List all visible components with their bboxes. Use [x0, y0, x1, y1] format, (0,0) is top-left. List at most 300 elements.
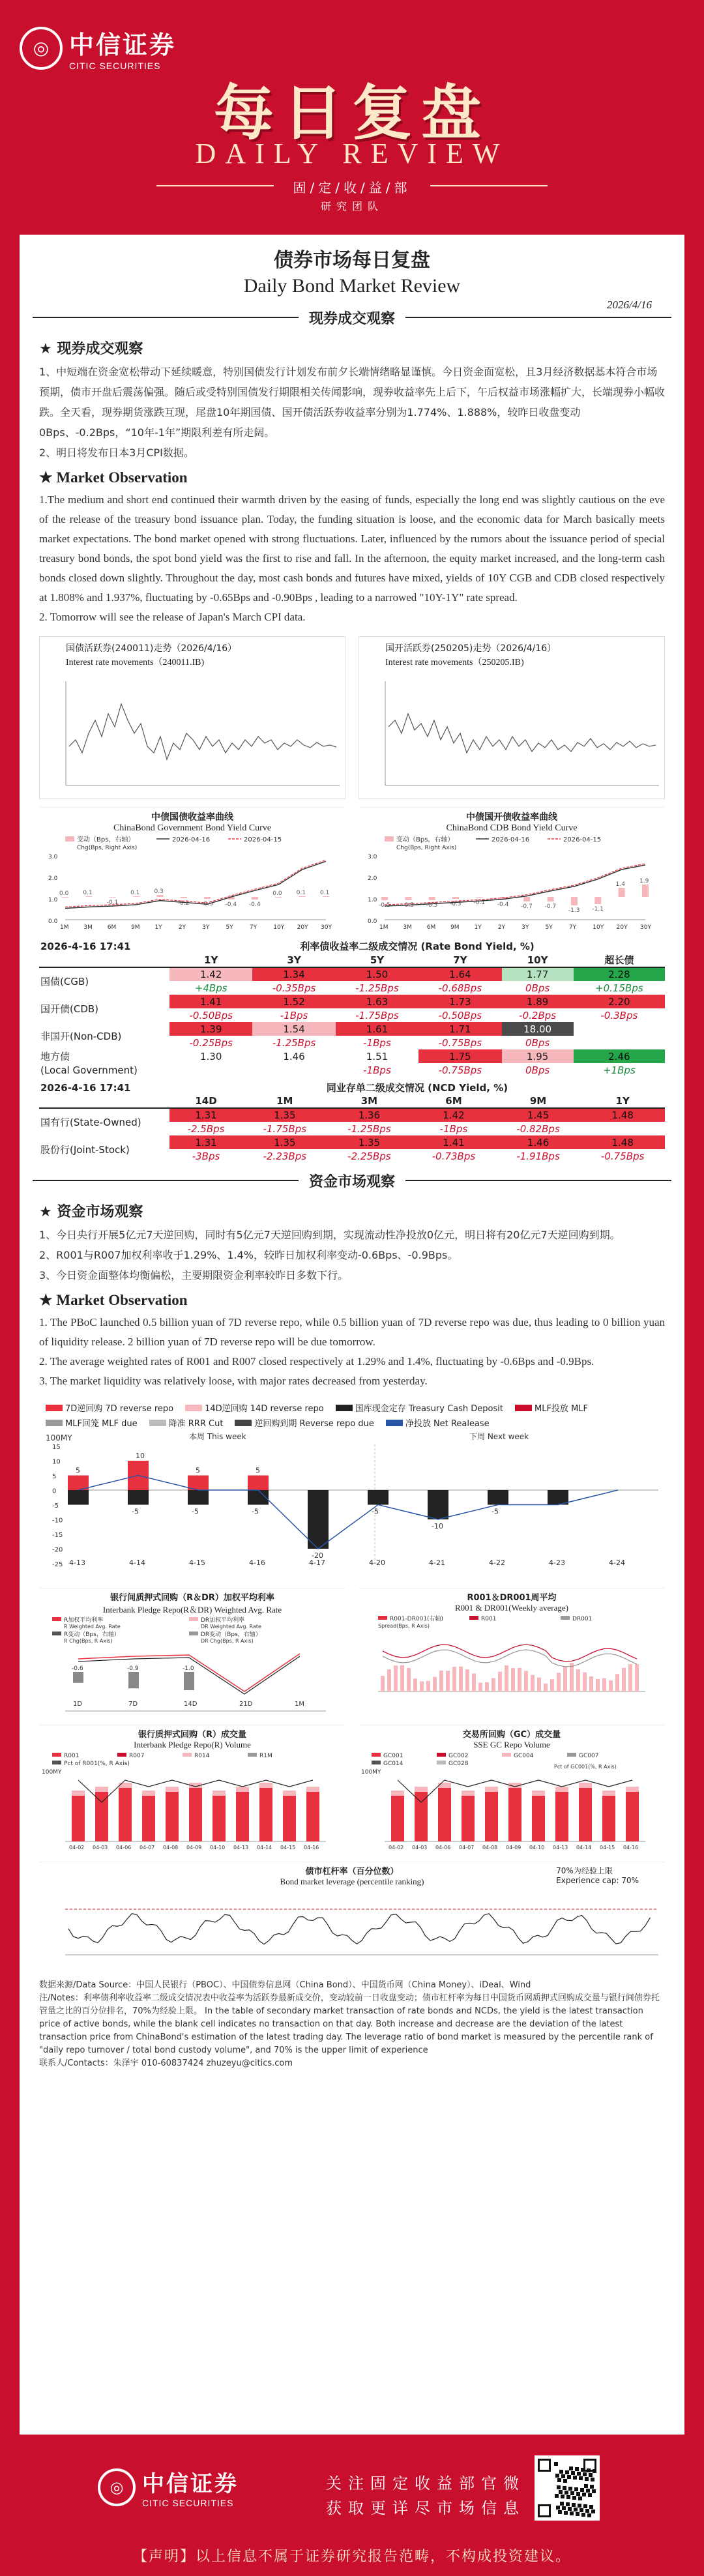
legend-label: 14D逆回购 14D reverse repo — [205, 1404, 324, 1414]
legend-item — [149, 1416, 224, 1429]
header-banner — [0, 0, 704, 222]
spot-para-1-en: 1.The medium and short end continued their warmth driven by the easing of funds, especially the long end was slightly cautious on the eve of the release of the treasury bond issuance plan. Today, the funding situation is loose, and the economic data for March basically meets market expectations. The bond market opened with strong fluctuations. Later, influenced by the rumors about the issuance period of special treasury bond bonds, the spot bond yield was the first to rise and fall. In the afternoon, the equity market increased, and the long-term cash bonds closed down slightly. Throughout the day, most cash bonds and futures have mixed, yields of 10Y CGB and CDB closed respectively at 1.808% and 1.937%, fluctuating by -0.65Bps and -0.90Bps , leading to a narrowed "10Y-1Y" rate spread. — [39, 493, 665, 604]
spread-bar — [576, 1669, 580, 1691]
volume-bar-top — [579, 1783, 592, 1788]
repo-rate-chart — [39, 1588, 345, 1718]
net-line — [78, 1476, 618, 1549]
legend-swatch — [469, 1616, 478, 1620]
column-header: 10Y — [502, 953, 574, 967]
volume-bar-top — [283, 1791, 296, 1796]
table-row — [39, 995, 665, 1008]
qr-module — [556, 2506, 560, 2510]
change-cell: -1Bps — [280, 1009, 308, 1021]
data-label: 5 — [256, 1466, 260, 1475]
spread-bar — [485, 1682, 489, 1691]
curve-line — [65, 861, 326, 908]
curve-title: 中债国开债收益率曲线 — [466, 812, 557, 823]
banner-title: 每日复盘 — [213, 78, 490, 148]
qr-module — [573, 2476, 577, 2480]
tick-label: 5Y — [545, 924, 553, 931]
yield-cell: 1.54 — [252, 1022, 335, 1036]
tick-label: 6M — [426, 924, 436, 931]
chg-bar — [323, 896, 329, 897]
axis-unit: 100MY — [42, 1769, 62, 1776]
volume-bar — [142, 1796, 155, 1841]
legend-label: GC028 — [448, 1761, 469, 1767]
change-cell: -1Bps — [439, 1122, 468, 1135]
gc-volume-chart — [359, 1725, 665, 1855]
cgb-intraday-chart — [39, 636, 345, 799]
spread-bar — [557, 1673, 561, 1691]
legend-swatch — [336, 1405, 353, 1411]
row-label: 非国开(Non-CDB) — [40, 1030, 122, 1042]
leverage-line — [68, 1914, 651, 1944]
qr-module — [565, 2491, 568, 2495]
tick-label: 7Y — [249, 924, 257, 931]
volume-bar-top — [213, 1791, 226, 1796]
spread-bar — [426, 1681, 430, 1691]
curve-line-prev — [385, 864, 645, 905]
volume-bar-top — [555, 1787, 568, 1792]
yield-cell: 1.35 — [327, 1135, 412, 1149]
section-bar-spot — [33, 308, 671, 327]
change-cell: -1Bps — [363, 1064, 391, 1076]
qr-module — [587, 2468, 591, 2472]
data-label: -0.5 — [426, 902, 438, 909]
doc-title: 债券市场每日复盘 — [274, 249, 430, 272]
change-cell: 0Bps — [525, 1064, 550, 1076]
axis-label: -5 — [52, 1502, 59, 1510]
notes-text: 注/Notes：利率债利率收益率二级成交情况表中收益率为活跃券最新成交价，变动较前一日收盘变动；债市杠杆率为每日中国货币网质押式回购成交量与银行间债券托管量之比的百分位排名，70%为经验上限。 In the table of secondary market transaction of rate bonds and NCDs, the yield is the latest transaction price of active bonds, while the blank cell indicates no transaction on that day. Both increase and decrease are the deviation of the latest transaction price from ChinaBond's estimation of the latest trading day. The leverage ratio of bond market is measured by the percentile rank of "daily repo turnover / total bond custody volume", and 70% is the upper limit of experience — [39, 1993, 660, 2055]
tick-label: 1D — [73, 1701, 83, 1708]
qr-module — [562, 2506, 566, 2510]
spread-bar — [465, 1669, 469, 1691]
qr-module — [574, 2508, 578, 2511]
tick-label: 10Y — [273, 924, 285, 931]
tick-label: 04-07 — [139, 1845, 155, 1851]
tick-label: 4-17 — [309, 1559, 325, 1567]
mini-title-en: Bond market leverage (percentile ranking) — [280, 1877, 424, 1886]
legend-label: GC002 — [448, 1753, 469, 1759]
volume-bar — [462, 1796, 475, 1841]
curve-title: 中债国债收益率曲线 — [151, 812, 233, 823]
change-cell — [574, 1036, 665, 1049]
qr-module — [558, 2510, 562, 2514]
volume-bar — [119, 1788, 132, 1841]
axis-unit: 100MY — [46, 1433, 72, 1442]
section-label: 现券成交观察 — [309, 310, 396, 327]
yield-cell: 1.89 — [502, 995, 574, 1008]
tick-label: 14D — [184, 1701, 198, 1708]
volume-bar — [259, 1788, 272, 1841]
footer-slogan — [326, 2471, 525, 2521]
leverage-note-en: Experience cap: 70% — [556, 1876, 639, 1885]
change-cell — [252, 1063, 335, 1077]
tick-label: 04-10 — [210, 1845, 226, 1851]
change-cell: -3Bps — [192, 1150, 220, 1162]
volume-bar-top — [236, 1787, 249, 1792]
maturity-bar — [128, 1490, 149, 1505]
chg-bar — [548, 897, 554, 901]
legend-swatch — [52, 1761, 61, 1764]
mini-title: 交易所回购（GC）成交量 — [462, 1730, 561, 1740]
legend-label: 变动（Bps，右轴） — [396, 836, 454, 843]
spot-heading-en: ★ Market Observation — [39, 469, 188, 486]
change-cell: -0.82Bps — [516, 1122, 560, 1135]
qr-module — [557, 2478, 561, 2482]
curve-legend — [65, 835, 282, 851]
data-label: 0.1 — [130, 890, 140, 896]
legend-swatch — [183, 1753, 192, 1757]
qr-module — [586, 2489, 590, 2493]
data-label: -1.1 — [592, 906, 604, 913]
legend-label: Spread(Bps, R Axis) — [378, 1623, 430, 1629]
volume-bar — [485, 1792, 498, 1841]
change-cell: -1.25Bps — [272, 1036, 316, 1049]
legend-label: R001 — [64, 1753, 80, 1759]
yield-cell: 1.30 — [199, 1050, 222, 1062]
axis-label: 10 — [52, 1458, 61, 1466]
column-header: 7Y — [418, 953, 501, 967]
spread-bar — [635, 1664, 639, 1691]
volume-bar — [166, 1792, 179, 1841]
repo-volume-chart — [39, 1725, 345, 1855]
legend-label: MLF投放 MLF — [535, 1404, 589, 1414]
qr-code[interactable] — [535, 2455, 600, 2521]
chg-bar — [156, 895, 163, 897]
tick-label: 9M — [450, 924, 460, 931]
volume-bar-top — [602, 1791, 615, 1796]
yield-cell: 1.63 — [336, 995, 418, 1008]
data-label: -0.5 — [402, 902, 414, 909]
table-row — [39, 1135, 665, 1149]
legend-label: 2026-04-16 — [491, 836, 530, 843]
data-label: 0.0 — [272, 890, 282, 897]
omo-bars — [39, 1431, 665, 1568]
volume-bar — [555, 1792, 568, 1841]
chg-bar — [571, 897, 578, 905]
legend-label: DR变动（Bps，右轴） — [201, 1632, 261, 1638]
notes-block — [39, 1979, 665, 2070]
cgb-curve-plot — [39, 835, 344, 933]
chg-bar — [381, 897, 388, 900]
spread-bar — [407, 1668, 411, 1691]
tick-label: 04-13 — [233, 1845, 249, 1851]
data-label: 0.1 — [320, 890, 330, 896]
column-header: 3M — [327, 1094, 412, 1108]
tick-label: 4-16 — [249, 1559, 265, 1567]
mini-title: R001＆DR001周平均 — [467, 1593, 557, 1603]
table-title-row — [39, 1081, 665, 1094]
tick-label: 2Y — [178, 924, 186, 931]
chart-caption-en: Interest rate movements（250205.IB) — [385, 658, 524, 667]
data-label: -0.3 — [450, 901, 462, 907]
mini-title: 银行质押式回购（R）成交量 — [138, 1730, 246, 1740]
yield-cell: 1.42 — [169, 967, 252, 981]
disclaimer: 【声明】以上信息不属于证券研究报告范畴，不构成投资建议。 — [132, 2549, 571, 2565]
legend-swatch — [117, 1753, 126, 1757]
tick-label: 9M — [131, 924, 140, 931]
spread-bar — [459, 1667, 463, 1691]
cdb-yield-curve — [359, 807, 665, 934]
axis-label: 1.0 — [48, 897, 58, 903]
data-label: -1.3 — [568, 907, 580, 914]
chg-bar — [128, 1672, 139, 1688]
tick-label: 30Y — [640, 924, 651, 931]
yield-cell: 1.31 — [169, 1108, 242, 1122]
legend-label: R1M — [259, 1753, 272, 1759]
legend-swatch — [46, 1405, 63, 1411]
chg-bar — [133, 896, 139, 897]
qr-module — [559, 2490, 563, 2494]
money-heading: ★ 资金市场观察 — [39, 1204, 143, 1220]
legend-swatch — [567, 1753, 576, 1757]
change-cell: -2.5Bps — [187, 1122, 225, 1135]
chg-bar — [252, 897, 258, 900]
qr-module — [582, 2493, 586, 2496]
spread-bar — [511, 1668, 515, 1691]
legend-label: 逆回购到期 Reverse repo due — [254, 1419, 374, 1429]
legend-label: 7D逆回购 7D reverse repo — [65, 1404, 174, 1414]
legend-label: MLF回笼 MLF due — [65, 1419, 138, 1429]
qr-module — [583, 2472, 587, 2476]
week-label: 本周 This week — [189, 1432, 246, 1441]
axis-label: 5 — [52, 1473, 57, 1480]
spread-bar — [472, 1673, 476, 1691]
data-label: -0.4 — [248, 901, 261, 908]
money-para-1-en: 1. The PBoC launched 0.5 billion yuan of 7D reverse repo, while 0.5 billion yuan of 7D reverse repo was due, thus leading to 0 billion yuan of liquidity release. 2 billion yuan of 7D reverse repo will be due tomorrow. — [39, 1316, 665, 1348]
legend-label: GC004 — [514, 1753, 534, 1759]
legend-swatch — [189, 1632, 198, 1635]
data-label: -10 — [432, 1522, 443, 1530]
column-header: 6M — [411, 1094, 496, 1108]
qr-module — [583, 2504, 587, 2508]
legend-swatch — [149, 1420, 166, 1426]
maturity-bar — [308, 1490, 329, 1549]
volume-bar-top — [626, 1787, 639, 1792]
legend-label: 净投放 Net Realease — [405, 1419, 490, 1429]
spread-bar — [394, 1665, 398, 1691]
spread-bar — [439, 1671, 443, 1691]
volume-bar — [579, 1788, 592, 1841]
tick-label: 1M — [379, 924, 389, 931]
change-cell: -0.75Bps — [438, 1036, 482, 1049]
yield-cell: 1.36 — [327, 1108, 412, 1122]
legend-label: R加权平均利率 — [64, 1617, 104, 1624]
legend-label: R变动（Bps，右轴） — [64, 1632, 120, 1638]
volume-bar — [508, 1788, 521, 1841]
tick-label: 04-07 — [459, 1845, 475, 1851]
legend-swatch — [385, 836, 394, 842]
qr-module — [570, 2491, 574, 2495]
row-label: 地方债 — [40, 1051, 70, 1062]
volume-bar-top — [306, 1787, 319, 1792]
yield-cell: 1.77 — [502, 967, 574, 981]
change-cell: +4Bps — [194, 982, 227, 994]
change-cell: -1.91Bps — [516, 1150, 560, 1162]
legend-label: R Chg(Bps, R Axis) — [64, 1638, 113, 1644]
legend-swatch — [189, 1617, 198, 1621]
volume-bar — [391, 1796, 404, 1841]
axis-label: -20 — [52, 1546, 63, 1554]
tick-label: 4-14 — [129, 1559, 145, 1567]
tick-label: 4-20 — [369, 1559, 385, 1567]
chg-bar — [181, 897, 187, 898]
spot-para-2-en: 2. Tomorrow will see the release of Japan's March CPI data. — [39, 611, 306, 623]
yield-cell: 1.51 — [366, 1050, 389, 1062]
tick-label: 1M — [60, 924, 69, 931]
legend-swatch — [235, 1420, 252, 1426]
tick-label: 04-08 — [482, 1845, 498, 1851]
tick-label: 5Y — [226, 924, 233, 931]
data-label: -5 — [372, 1507, 379, 1516]
footer-logo-en: CITIC SECURITIES — [142, 2498, 234, 2508]
qr-module — [567, 2475, 571, 2479]
data-label: -0.6 — [72, 1665, 83, 1672]
tick-label: 04-06 — [116, 1845, 132, 1851]
row-label: 国债(CGB) — [40, 976, 89, 988]
yield-cell: 1.41 — [169, 995, 252, 1008]
qr-module — [557, 2485, 561, 2489]
volume-bar-top — [119, 1783, 132, 1788]
qr-module — [589, 2505, 593, 2509]
change-cell: 0Bps — [525, 982, 550, 994]
axis-label: 0.0 — [48, 918, 58, 925]
data-label: 0.1 — [296, 890, 306, 896]
tick-label: 04-14 — [257, 1845, 272, 1851]
footer-logo-cn: 中信证券 — [142, 2471, 239, 2497]
qr-module — [585, 2509, 589, 2513]
legend-swatch — [437, 1761, 446, 1764]
qr-module — [591, 2478, 594, 2481]
volume-bar — [95, 1792, 108, 1841]
volume-bar-top — [142, 1791, 155, 1796]
tick-label: 20Y — [616, 924, 628, 931]
yield-cell: 1.35 — [242, 1108, 327, 1122]
legend-item — [235, 1416, 374, 1429]
tick-label: 4-23 — [549, 1559, 565, 1567]
change-cell: -1.25Bps — [347, 1122, 391, 1135]
maturity-bar — [368, 1490, 389, 1505]
qr-module — [560, 2502, 564, 2506]
money-para-3-en: 3. The market liquidity was relatively loose, with major rates decreased from yesterday. — [39, 1375, 428, 1387]
tick-label: 10Y — [593, 924, 604, 931]
logo-en: CITIC SECURITIES — [69, 61, 161, 71]
qr-module — [584, 2484, 588, 2488]
legend-label: Chg(Bps, Right Axis) — [77, 845, 138, 851]
table-row — [39, 1049, 665, 1063]
cdb-curve-plot — [359, 835, 664, 933]
qr-module — [590, 2485, 594, 2489]
yield-cell: 2.46 — [574, 1049, 665, 1063]
footer — [0, 2448, 704, 2526]
yield-cell: 1.71 — [418, 1022, 501, 1036]
row-label: 股份行(Joint-Stock) — [40, 1143, 130, 1156]
change-cell: -1.75Bps — [263, 1122, 307, 1135]
section-label: 资金市场观察 — [309, 1173, 396, 1190]
qr-module — [570, 2511, 574, 2515]
r001-weekly-chart — [359, 1588, 665, 1718]
tick-label: 04-16 — [304, 1845, 319, 1851]
yield-cell: 1.48 — [580, 1135, 665, 1149]
table-header-row — [39, 1094, 665, 1108]
change-cell: -2.25Bps — [347, 1150, 391, 1162]
change-cell: 0Bps — [525, 1036, 550, 1049]
tick-label: 04-02 — [389, 1845, 404, 1851]
leverage-note — [556, 1865, 639, 1885]
data-label: -0.9 — [127, 1665, 139, 1672]
legend-label: Pct of GC001(%, R Axis) — [554, 1764, 617, 1770]
tick-label: 4-21 — [429, 1559, 445, 1567]
spread-bar — [531, 1675, 535, 1691]
qr-module — [564, 2511, 568, 2515]
legend-swatch — [372, 1761, 381, 1764]
legend-label: R001 — [481, 1616, 497, 1622]
mini-title-en: Interbank Pledge Repo(R＆DR) Weighted Avg. Rate — [102, 1605, 282, 1615]
change-cell: -0.73Bps — [432, 1150, 476, 1162]
r001-weekly-plot — [359, 1613, 664, 1718]
data-label: -5 — [252, 1507, 259, 1516]
leverage-plot — [39, 1890, 665, 1971]
axis-label: 15 — [52, 1444, 61, 1451]
chg-bar — [62, 897, 68, 898]
tick-label: 21D — [239, 1701, 253, 1708]
legend-item — [515, 1401, 588, 1414]
chg-bar — [523, 897, 530, 901]
cdb-intraday-chart — [359, 636, 665, 799]
data-label: -0.4 — [497, 901, 509, 908]
chart-caption: 国开活跃券(250205)走势（2026/4/16） — [385, 643, 557, 654]
cgb-yield-curve — [39, 807, 345, 934]
doc-title-en: Daily Bond Market Review — [243, 275, 461, 297]
spread-bar — [413, 1678, 417, 1691]
spread-bar — [550, 1679, 554, 1691]
tick-label: 04-16 — [623, 1845, 639, 1851]
dept-name: 固/定/收/益/部 — [293, 180, 411, 196]
team-name: 研究团队 — [320, 200, 383, 212]
legend-swatch — [46, 1420, 63, 1426]
qr-module — [572, 2503, 576, 2507]
legend-swatch — [437, 1753, 446, 1757]
volume-bar — [438, 1788, 451, 1841]
tick-label: 1Y — [154, 924, 162, 931]
legend-label: DR Chg(Bps, R Axis) — [201, 1638, 254, 1644]
tick-label: 04-09 — [186, 1845, 202, 1851]
legend-label: GC007 — [579, 1753, 599, 1759]
gc-volume-plot — [359, 1750, 664, 1854]
data-label: -0.4 — [225, 901, 237, 908]
mini-title-en: SSE GC Repo Volume — [473, 1740, 550, 1749]
rate-bond-table — [39, 939, 665, 1077]
tick-label: 04-14 — [576, 1845, 592, 1851]
volume-bar — [236, 1792, 249, 1841]
data-label: -0.3 — [201, 901, 213, 907]
tick-label: 3M — [403, 924, 412, 931]
yield-cell: 1.73 — [418, 995, 501, 1008]
tick-label: 04-06 — [435, 1845, 451, 1851]
legend-swatch — [185, 1405, 202, 1411]
tick-label: 04-15 — [600, 1845, 615, 1851]
tick-label: 04-02 — [69, 1845, 85, 1851]
legend-label: 国库现金定存 Treasury Cash Deposit — [355, 1404, 503, 1414]
qr-module — [576, 2492, 580, 2496]
table-header-row — [39, 953, 665, 967]
volume-bar-top — [166, 1787, 179, 1792]
data-label: -0.7 — [521, 903, 533, 910]
spread-bar — [478, 1683, 482, 1691]
yield-cell: 1.75 — [418, 1049, 501, 1063]
change-cell: -1Bps — [363, 1036, 391, 1049]
